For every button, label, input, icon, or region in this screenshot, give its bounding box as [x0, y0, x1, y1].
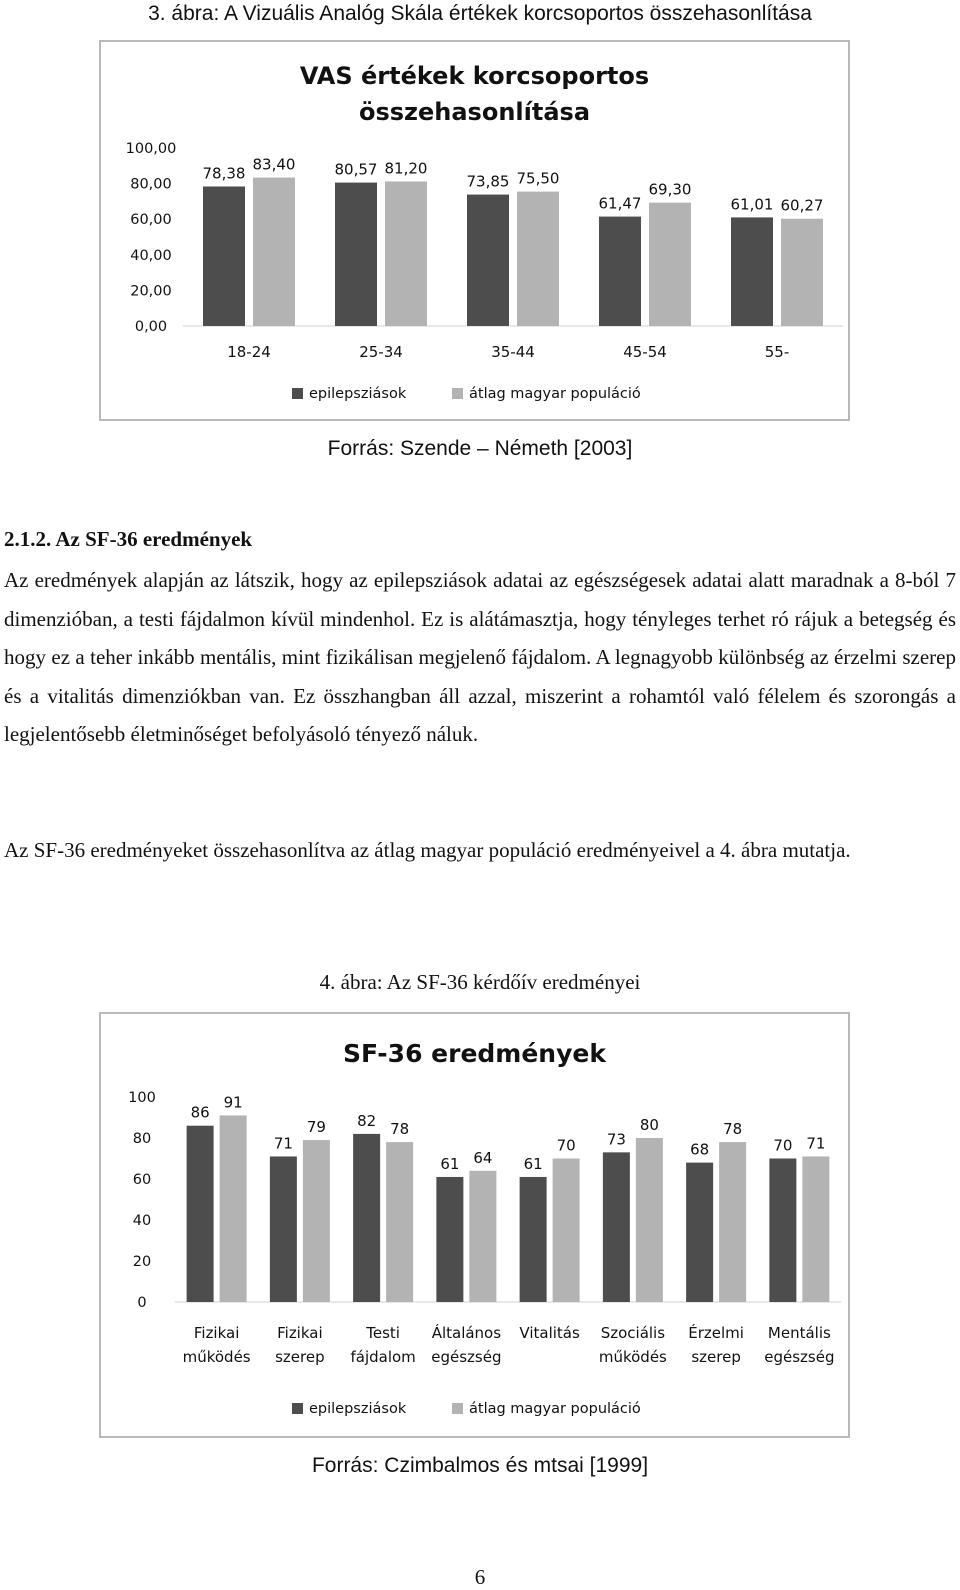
bar-epilepsy	[769, 1159, 796, 1303]
paragraph-1: Az eredmények alapján az látszik, hogy az epilepsziások adatai az egészségesek adatai alatt maradnak a 8-ból 7 dimenzióban, a testi fájdalmon kívül mindenhol. Ez is alátámasztja, hogy tényleges terhet ró rájuk a betegség és hogy ez a teher inkább mentális, mint fizikálisan megjelenő fájdalom. A legnagyobb különbség az érzelmi szerep és a vitalitás dimenziókban van. Ez összhangban áll azzal, miszerint a rohamtól való félelem és szorongás a legjelentősebb életminőséget befolyásoló tényező náluk.	[4, 568, 956, 746]
bar-average	[636, 1138, 663, 1302]
x-category-label: Fizikai	[277, 1324, 323, 1342]
data-label: 71	[273, 1134, 293, 1153]
data-label: 78,38	[202, 164, 246, 183]
x-category-label: szerep	[691, 1348, 741, 1366]
x-category-label: fájdalom	[350, 1348, 416, 1366]
page-number: 6	[474, 1565, 486, 1589]
x-category-label: egészség	[431, 1348, 502, 1366]
bar-epilepsy	[270, 1156, 297, 1302]
data-label: 80,57	[334, 160, 378, 179]
data-label: 68	[690, 1140, 710, 1159]
figure3-caption: 3. ábra: A Vizuális Analóg Skála értékek korcsoportos összehasonlítása	[148, 2, 812, 25]
data-label: 78	[723, 1120, 743, 1139]
section-heading: 2.1.2. Az SF-36 eredmények	[4, 527, 253, 551]
x-category-label: Mentális	[767, 1324, 831, 1342]
y-tick-label: 60	[132, 1172, 152, 1188]
data-label: 61	[440, 1154, 460, 1173]
figure4-caption: 4. ábra: Az SF-36 kérdőív eredményei	[319, 970, 641, 994]
data-label: 61,47	[598, 194, 642, 213]
legend-epilepsy-label: epilepsziások	[309, 386, 407, 402]
x-category-label: 45-54	[623, 343, 667, 361]
data-label: 60,27	[780, 196, 824, 215]
y-tick-label: 20,00	[130, 283, 172, 300]
y-tick-label: 0,00	[134, 319, 168, 335]
bar-epilepsy	[603, 1152, 630, 1302]
bar-epilepsy	[187, 1126, 214, 1302]
data-label: 73	[606, 1130, 626, 1149]
y-tick-label: 40	[132, 1213, 152, 1229]
x-category-label: Érzelmi	[688, 1324, 744, 1342]
data-label: 80	[639, 1116, 659, 1134]
y-tick-label: 60,00	[130, 212, 172, 229]
bar-average	[386, 1142, 413, 1302]
bar-epilepsy	[335, 183, 377, 326]
data-label: 61	[523, 1154, 543, 1173]
data-label: 78	[390, 1120, 410, 1139]
bar-average	[553, 1159, 580, 1303]
x-category-label: Vitalitás	[519, 1324, 580, 1342]
bar-average	[802, 1156, 829, 1302]
x-category-label: egészség	[764, 1348, 835, 1366]
paragraph-2: Az SF-36 eredményeket összehasonlítva az átlag magyar populáció eredményeivel a 4. ábra mutatja.	[4, 838, 851, 862]
y-tick-label: 80	[132, 1131, 152, 1147]
bar-epilepsy	[731, 217, 773, 326]
bar-average	[303, 1140, 330, 1302]
y-tick-label: 100	[128, 1090, 156, 1106]
data-label: 91	[223, 1093, 243, 1112]
y-tick-label: 40,00	[130, 247, 172, 264]
chart-title: VAS értékek korcsoportos	[299, 62, 650, 90]
data-label: 82	[357, 1111, 377, 1130]
x-category-label: Általános	[431, 1324, 502, 1342]
bar-average	[385, 181, 427, 326]
sf36-chart-svg	[101, 1014, 848, 1436]
data-label: 86	[190, 1103, 210, 1122]
data-label: 64	[473, 1148, 493, 1167]
data-label: 79	[306, 1118, 326, 1137]
legend-average-swatch	[452, 388, 463, 399]
data-label: 71	[806, 1134, 826, 1153]
bar-epilepsy	[520, 1177, 547, 1302]
bar-average	[719, 1142, 746, 1302]
data-label: 75,50	[516, 169, 560, 188]
x-category-label: 55-	[764, 343, 790, 361]
data-label: 70	[773, 1136, 793, 1155]
y-tick-label: 20	[132, 1254, 152, 1270]
data-label: 69,30	[648, 180, 692, 199]
data-label: 81,20	[384, 159, 428, 178]
bar-epilepsy	[353, 1134, 380, 1302]
bar-epilepsy	[203, 186, 245, 326]
legend-epilepsy-swatch	[292, 388, 303, 399]
bar-epilepsy	[467, 195, 509, 326]
legend-epilepsy-label: epilepsziások	[309, 1401, 407, 1417]
legend-average-swatch	[452, 1403, 463, 1414]
y-tick-label: 80,00	[130, 176, 172, 193]
figure4-source: Forrás: Czimbalmos és mtsai [1999]	[311, 1454, 649, 1477]
legend-average-label: átlag magyar populáció	[469, 386, 641, 402]
x-category-label: működés	[598, 1348, 667, 1366]
data-label: 70	[556, 1136, 576, 1155]
figure3-source: Forrás: Szende – Németh [2003]	[327, 437, 633, 460]
bar-average	[517, 192, 559, 326]
bar-average	[253, 178, 295, 326]
bar-average	[220, 1115, 247, 1302]
bar-epilepsy	[436, 1177, 463, 1302]
x-category-label: 25-34	[359, 343, 403, 361]
sf36-chart	[99, 1012, 850, 1438]
x-category-label: szerep	[275, 1348, 325, 1366]
vas-chart	[99, 40, 850, 421]
bar-average	[781, 219, 823, 326]
y-tick-label: 0	[137, 1295, 147, 1311]
x-category-label: 18-24	[227, 343, 271, 361]
x-category-label: Fizikai	[193, 1324, 240, 1342]
x-category-label: Szociális	[600, 1324, 666, 1342]
x-category-label: működés	[182, 1348, 251, 1366]
data-label: 83,40	[252, 155, 296, 174]
chart-title: SF-36 eredmények	[342, 1039, 607, 1068]
vas-chart-svg	[101, 42, 848, 419]
legend-epilepsy-swatch	[292, 1403, 303, 1414]
data-label: 61,01	[730, 195, 774, 214]
bar-average	[469, 1171, 496, 1302]
data-label: 73,85	[466, 172, 510, 191]
legend-average-label: átlag magyar populáció	[469, 1401, 641, 1417]
bar-epilepsy	[599, 217, 641, 326]
y-tick-label: 100,00	[125, 141, 177, 157]
x-category-label: Testi	[366, 1324, 400, 1342]
x-category-label: 35-44	[491, 343, 535, 361]
bar-average	[649, 203, 691, 326]
bar-epilepsy	[686, 1163, 713, 1302]
chart-title: összehasonlítása	[358, 98, 591, 126]
